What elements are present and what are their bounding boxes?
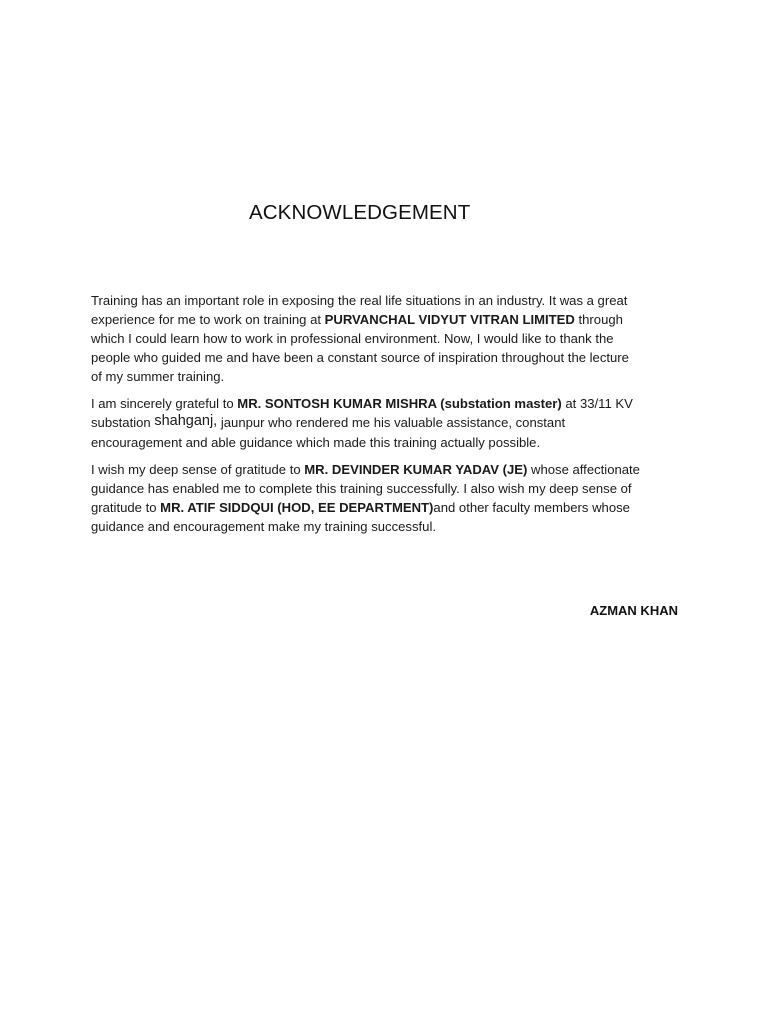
author-signature: AZMAN KHAN xyxy=(589,603,678,618)
text-run: experience for me to work on training at xyxy=(91,312,325,327)
text-run: through xyxy=(574,312,623,327)
paragraph-gratitude-master xyxy=(91,394,691,452)
text-line: Training has an important role in exposing the real life situations in an industry. It was a great xyxy=(91,293,628,308)
text-line xyxy=(91,394,691,413)
person-name: MR. ATIF SIDDQUI (HOD, EE DEPARTMENT) xyxy=(160,500,434,515)
text-run: I wish my deep sense of gratitude to xyxy=(91,462,305,477)
text-run: substation xyxy=(91,415,155,430)
page-title: ACKNOWLEDGEMENT xyxy=(249,201,471,224)
text-line: people who guided me and have been a constant source of inspiration throughout the lecture xyxy=(91,350,629,365)
text-line: which I could learn how to work in professional environment. Now, I would like to thank the xyxy=(91,331,614,346)
text-line xyxy=(91,498,691,517)
acknowledgement-body xyxy=(91,291,691,544)
text-line: encouragement and able guidance which made this training actually possible. xyxy=(91,435,541,450)
company-name: PURVANCHAL VIDYUT VITRAN LIMITED xyxy=(324,312,575,327)
text-line xyxy=(91,310,691,329)
person-name: MR. DEVINDER KUMAR YADAV (JE) xyxy=(304,462,528,477)
person-name: MR. SONTOSH KUMAR MISHRA (substation master) xyxy=(237,396,562,411)
text-run: jaunpur who rendered me his valuable assistance, constant xyxy=(217,415,566,430)
text-run: gratitude to xyxy=(91,500,161,515)
text-run: and other faculty members whose xyxy=(433,500,630,515)
text-run: I am sincerely grateful to xyxy=(91,396,238,411)
text-line xyxy=(91,460,691,479)
text-line: guidance and encouragement make my training successful. xyxy=(91,519,436,534)
text-line xyxy=(91,413,691,433)
paragraph-training xyxy=(91,291,691,386)
inserted-location-text: shahganj, xyxy=(154,413,218,429)
paragraph-gratitude-je xyxy=(91,460,691,536)
text-line: guidance has enabled me to complete this training successfully. I also wish my deep sense of xyxy=(91,481,632,496)
text-line: of my summer training. xyxy=(91,369,225,384)
text-run: at 33/11 KV xyxy=(561,396,633,411)
text-run: whose affectionate xyxy=(527,462,640,477)
